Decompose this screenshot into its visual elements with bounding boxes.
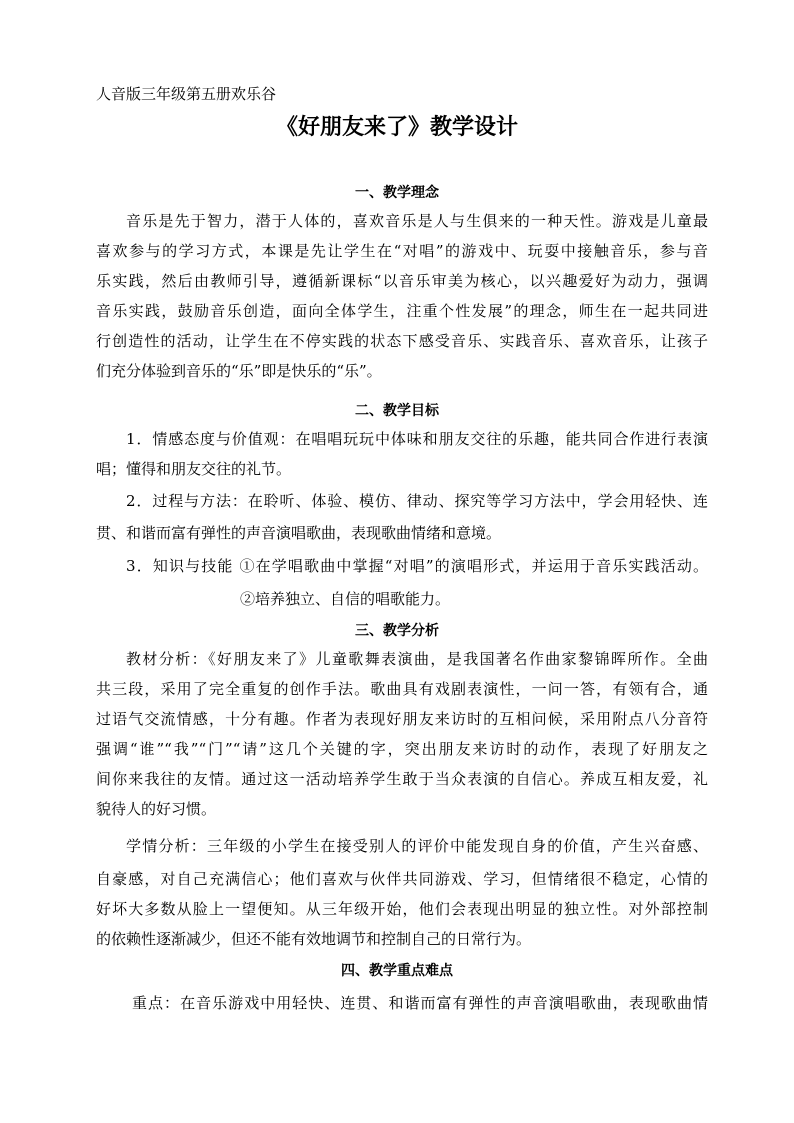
paragraph-line: 2．过程与方法：在聆听、体验、模仿、律动、探究等学习方法中，学会用轻快、连	[126, 492, 708, 510]
paragraph-line: 喜欢参与的学习方式，本课是先让学生在“对唱”的游戏中、玩耍中接触音乐，参与音	[96, 242, 708, 260]
paragraph-line: 3．知识与技能 ①在学唱歌曲中掌握“对唱”的演唱形式，并运用于音乐实践活动。	[126, 557, 708, 575]
paragraph-line: 自豪感，对自己充满信心；他们喜欢与伙伴共同游戏、学习，但情绪很不稳定，心情的	[96, 870, 708, 888]
paragraph-line: 唱；懂得和朋友交往的礼节。	[96, 460, 292, 478]
paragraph-line: 学情分析：三年级的小学生在接受别人的评价中能发现自身的价值，产生兴奋感、	[126, 837, 708, 855]
paragraph-line: 音乐是先于智力，潜于人体的，喜欢音乐是人与生俱来的一种天性。游戏是儿童最	[126, 212, 708, 230]
paragraph-line: 们充分体验到音乐的“乐”即是快乐的“乐”。	[96, 362, 382, 380]
paragraph-line: 行创造性的活动，让学生在不停实践的状态下感受音乐、实践音乐、喜欢音乐，让孩子	[96, 332, 708, 350]
paragraph-line: 共三段，采用了完全重复的创作手法。歌曲具有戏剧表演性，一问一答，有领有合，通	[96, 680, 708, 698]
document-subtitle: 人音版三年级第五册欢乐谷	[96, 85, 277, 103]
paragraph-line: 教材分析：《好朋友来了》儿童歌舞表演曲，是我国著名作曲家黎锦晖所作。全曲	[126, 650, 708, 668]
paragraph-line: 好坏大多数从脸上一望便知。从三年级开始，他们会表现出明显的独立性。对外部控制	[96, 900, 708, 918]
paragraph-line: 1．情感态度与价值观：在唱唱玩玩中体味和朋友交往的乐趣，能共同合作进行表演	[126, 430, 708, 448]
paragraph-line: 贯、和谐而富有弹性的声音演唱歌曲，表现歌曲情绪和意境。	[96, 524, 502, 542]
section-heading-teaching-philosophy: 一、教学理念	[355, 185, 439, 201]
paragraph-line: 貌待人的好习惯。	[96, 800, 217, 818]
paragraph-line: 间你来我往的友情。通过这一活动培养学生敢于当众表演的自信心。养成互相友爱，礼	[96, 770, 708, 788]
paragraph-line: 强调“谁”“我”“门”“请”这几个关键的字，突出朋友来访时的动作，表现了好朋友之	[96, 740, 708, 758]
section-heading-key-difficult-points: 四、教学重点难点	[341, 963, 453, 979]
paragraph-line: 音乐实践，鼓励音乐创造，面向全体学生，注重个性发展”的理念，师生在一起共同进	[96, 302, 708, 320]
paragraph-line: 过语气交流情感，十分有趣。作者为表现好朋友来访时的互相问候，采用附点八分音符	[96, 710, 708, 728]
section-heading-teaching-objectives: 二、教学目标	[355, 403, 439, 419]
paragraph-line: 的依赖性逐渐减少，但还不能有效地调节和控制自己的日常行为。	[96, 930, 532, 948]
section-heading-teaching-analysis: 三、教学分析	[355, 623, 439, 639]
paragraph-line: 重点：在音乐游戏中用轻快、连贯、和谐而富有弹性的声音演唱歌曲，表现歌曲情	[132, 994, 708, 1012]
document-title: 《好朋友来了》教学设计	[275, 114, 518, 140]
paragraph-line: 乐实践，然后由教师引导，遵循新课标“以音乐审美为核心，以兴趣爱好为动力，强调	[96, 272, 708, 290]
paragraph-line: ②培养独立、自信的唱歌能力。	[240, 590, 451, 608]
